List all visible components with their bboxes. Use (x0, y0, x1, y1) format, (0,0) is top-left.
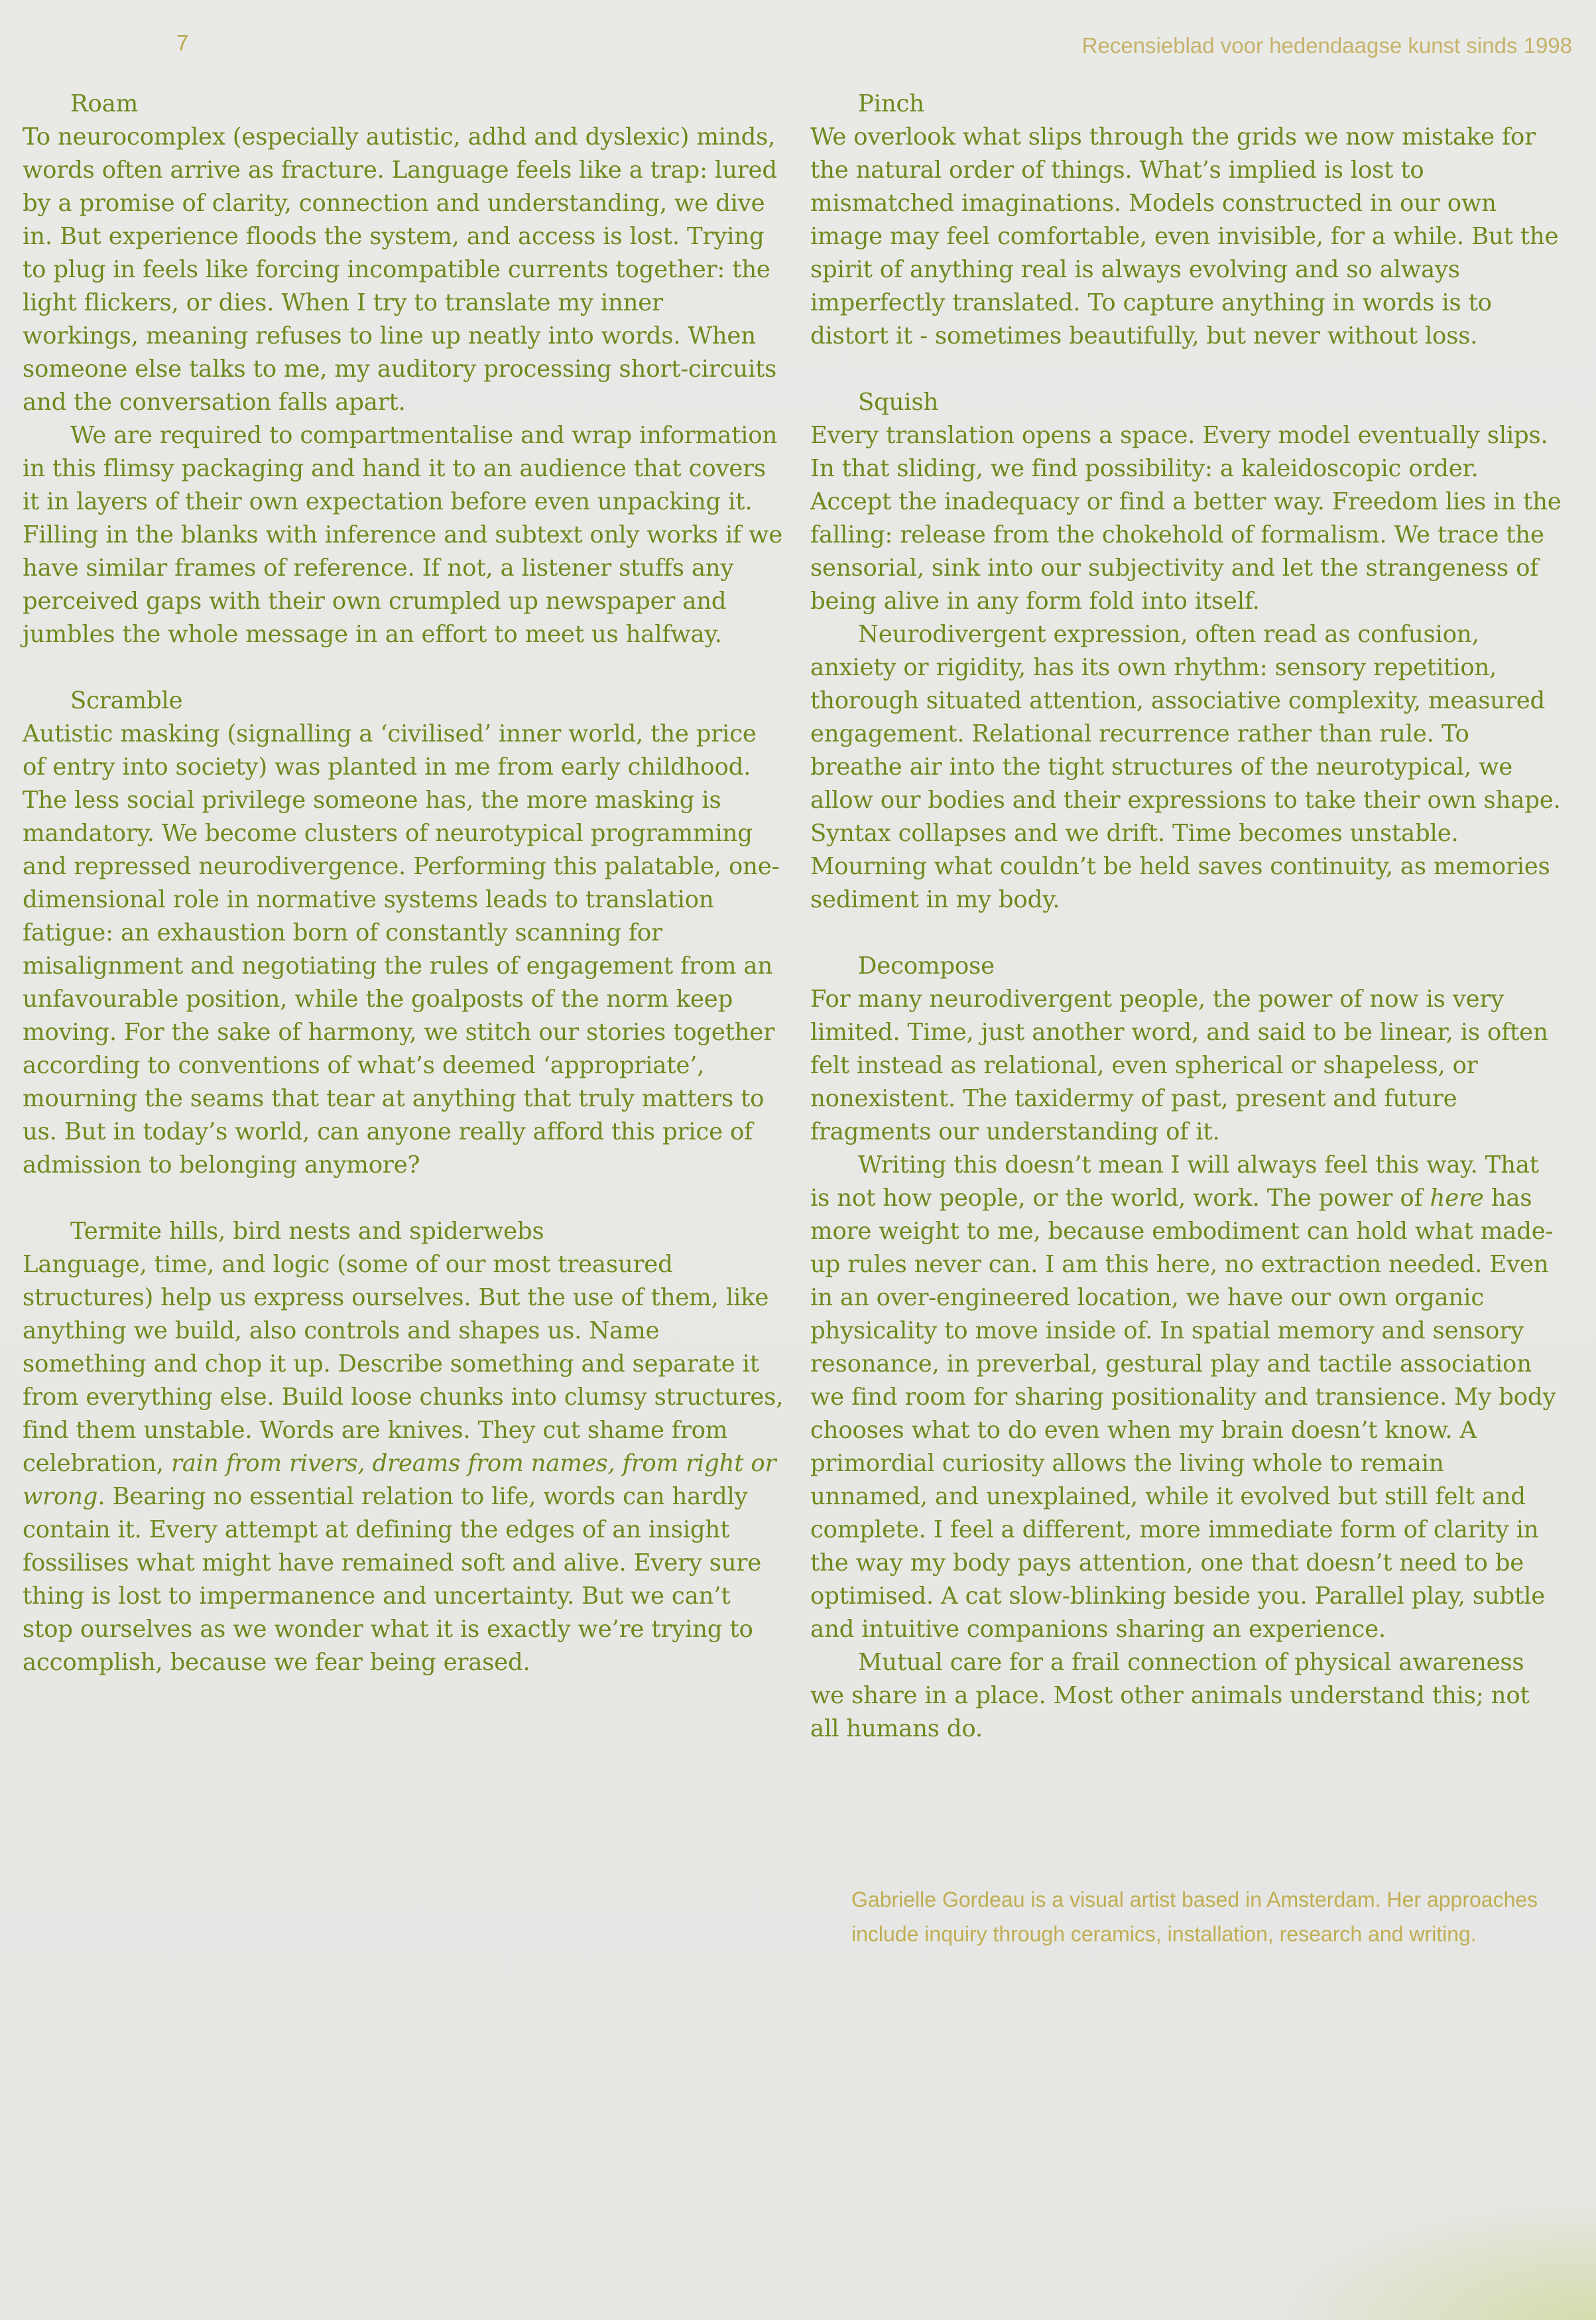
section-title: Decompose (858, 952, 995, 980)
italic-phrase: rain from rivers, dreams from names, from right or wrong (23, 1450, 776, 1510)
section-scramble (23, 684, 784, 1182)
section-title: Termite hills, bird nests and spiderwebs (70, 1218, 544, 1245)
page-number: 7 (176, 31, 189, 55)
section-title: Squish (858, 389, 939, 416)
right-column (810, 88, 1563, 1779)
section-termite-hills (23, 1215, 784, 1679)
paragraph-text: Writing this doesn’t mean I will always feel this way. That is not how people, or the world, work. The power of (810, 1151, 1539, 1212)
section-title: Pinch (858, 90, 924, 117)
paragraph: Autistic masking (signalling a ‘civilised’ inner world, the price of entry into society) was planted in me from early childhood. The less social privilege someone has, the more masking is mandatory. We become clusters of neurotypical programming and repressed neurodivergence. Performing this palatable, one-dimensional role in normative systems leads to translation fatigue: an exhaustion born of constantly scanning for misalignment and negotiating the rules of engagement from an unfavourable position, while the goalposts of the norm keep moving. For the sake of harmony, we stitch our stories together according to conventions of what’s deemed ‘appropriate’, mourning the seams that tear at anything that truly matters to us. But in today’s world, can anyone really afford this price of admission to belonging anymore? (23, 720, 780, 1179)
section-pinch (810, 88, 1563, 353)
paragraph: Mutual care for a frail connection of physical awareness we share in a place. Most other animals understand this; not all humans do. (810, 1649, 1530, 1742)
paragraph (23, 1248, 784, 1679)
paragraph-text: Language, time, and logic (some of our most treasured structures) help us express ourselves. But the use of them, like anything we build, also controls and shapes us. Name something and chop it up. Describe something and separate it from everything else. Build loose chunks into clumsy structures, find them unstable. Words are knives. They cut shame from celebration, (23, 1251, 784, 1477)
section-title: Scramble (70, 687, 183, 714)
paragraph: Neurodivergent expression, often read as confusion, anxiety or rigidity, has its own rhythm: sensory repetition, thorough situated attention, associative complexity, measured engagement. Relational recurrence rather than rule. To breathe air into the tight structures of the neurotypical, we allow our bodies and their expressions to take their own shape. Syntax collapses and we drift. Time becomes unstable. Mourning what couldn’t be held saves continuity, as memories sediment in my body. (810, 621, 1561, 913)
italic-word: here (1430, 1185, 1484, 1212)
paragraph-text: . Bearing no essential relation to life, words can hardly contain it. Every attempt at defining the edges of an insight fossilises what might have remained soft and alive. Every sure thing is lost to impermanence and uncertainty. But we can’t stop ourselves as we wonder what it is exactly we’re trying to accomplish, because we fear being erased. (23, 1483, 762, 1676)
section-roam (23, 88, 784, 651)
paragraph: Every translation opens a space. Every model eventually slips. In that sliding, we find possibility: a kaleidoscopic order. Accept the inadequacy or find a better way. Freedom lies in the falling: release from the chokehold of formalism. We trace the sensorial, sink into our subjectivity and let the strangeness of being alive in any form fold into itself. (810, 422, 1562, 615)
paragraph (810, 1149, 1563, 1646)
left-column (23, 88, 784, 1712)
publication-masthead: Recensieblad voor hedendaagse kunst sinds 1998 (1081, 33, 1572, 58)
paragraph: For many neurodivergent people, the power of now is very limited. Time, just another word, and said to be linear, is often felt instead as relational, even spherical or shapeless, or nonexistent. The taxidermy of past, present and future fragments our understanding of it. (810, 986, 1548, 1145)
paragraph-text: has more weight to me, because embodiment can hold what made-up rules never can. I am this here, no extraction needed. Even in an over-engineered location, we have our own organic physicality to move inside of. In spatial memory and sensory resonance, in preverbal, gestural play and tactile association we find room for sharing positionality and transience. My body chooses what to do even when my brain doesn’t know. A primordial curiosity allows the living whole to remain unnamed, and unexplained, while it evolved but still felt and complete. I feel a different, more immediate form of clarity in the way my body pays attention, one that doesn’t need to be optimised. A cat slow-blinking beside you. Parallel play, subtle and intuitive companions sharing an experience. (810, 1185, 1556, 1643)
section-squish (810, 386, 1563, 917)
paragraph: We overlook what slips through the grids we now mistake for the natural order of things. What’s implied is lost to mismatched imaginations. Models constructed in our own image may feel comfortable, even invisible, for a while. But the spirit of anything real is always evolving and so always imperfectly translated. To capture anything in words is to distort it - sometimes beautifully, but never without loss. (810, 123, 1559, 350)
author-bio: Gabrielle Gordeau is a visual artist based in Amsterdam. Her approaches include inquiry through ceramics, installation, research and writing. (851, 1888, 1538, 1946)
paragraph: We are required to compartmentalise and wrap information in this flimsy packaging and hand it to an audience that covers it in layers of their own expectation before even unpacking it. Filling in the blanks with inference and subtext only works if we have similar frames of reference. If not, a listener stuffs any perceived gaps with their own crumpled up newspaper and jumbles the whole message in an effort to meet us halfway. (23, 422, 783, 648)
section-title: Roam (70, 90, 139, 117)
paragraph: To neurocomplex (especially autistic, adhd and dyslexic) minds, words often arrive as fracture. Language feels like a trap: lured by a promise of clarity, connection and understanding, we dive in. But experience floods the system, and access is lost. Trying to plug in feels like forcing incompatible currents together: the light flickers, or dies. When I try to translate my inner workings, meaning refuses to line up neatly into words. When someone else talks to me, my auditory processing short-circuits and the conversation falls apart. (23, 123, 777, 416)
section-decompose (810, 950, 1563, 1746)
